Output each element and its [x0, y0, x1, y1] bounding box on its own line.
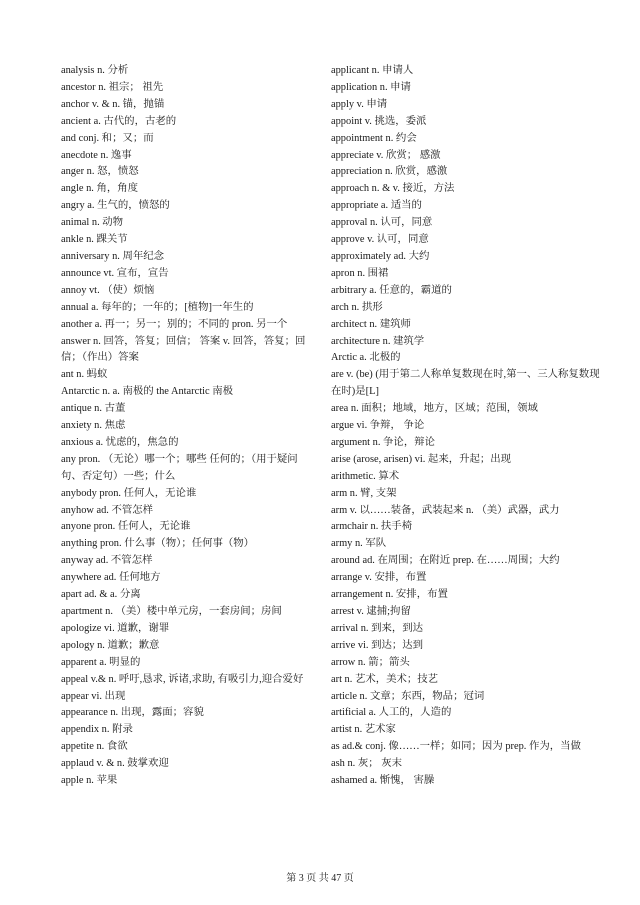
word-entry: apartment n. （美）楼中单元房，一套房间；房间: [61, 606, 282, 617]
word-entry: appropriate a. 适当的: [331, 200, 422, 212]
word-entry: arrangement n. 安排，布置: [331, 589, 448, 601]
word-entry: appeal v.& n. 呼吁,恳求, 诉诸,求助, 有吸引力,迎合爱好: [61, 673, 304, 685]
word-entry: apron n. 围裙: [331, 267, 389, 279]
word-entry: arm n. 臂, 支架: [331, 487, 397, 499]
word-entry: army n. 军队: [331, 538, 387, 550]
word-entry: anger n. 怒，愤怒: [61, 166, 139, 178]
word-entry: anyway ad. 不管怎样: [61, 555, 153, 567]
word-entry: approximately ad. 大约: [331, 250, 430, 262]
word-entry: appreciate v. 欣赏； 感激: [331, 149, 441, 161]
word-entry: another a. 再一；另一；别的；不同的 pron. 另一个: [61, 318, 288, 330]
word-entry: Antarctic n. a. 南极的 the Antarctic 南极: [61, 386, 233, 398]
word-entry: architect n. 建筑师: [331, 318, 411, 330]
word-entry: arithmetic. 算术: [331, 470, 400, 482]
word-entry: arise (arose, arisen) vi. 起来，升起；出现: [331, 453, 512, 465]
word-entry: apply v. 申请: [331, 98, 388, 110]
word-entry: any pron. （无论）哪一个；哪些 任何的；（用于疑问句、否定句）一些；什么: [61, 453, 298, 482]
word-entry: answer n. 回答，答复；回信； 答案 v. 回答，答复；回信；（作出）答案: [61, 335, 306, 364]
word-entry: anything pron. 什么事（物）；任何事（物）: [61, 538, 255, 550]
word-entry: appoint v. 挑选，委派: [331, 115, 427, 127]
word-entry: apple n. 苹果: [61, 775, 118, 787]
word-entry: Arctic a. 北极的: [331, 352, 401, 364]
word-entry: area n. 面积；地域，地方，区域；范围，领域: [331, 403, 538, 415]
word-entry: art n. 艺术，美术；技艺: [331, 673, 439, 685]
word-entry: approve v. 认可，同意: [331, 234, 429, 246]
word-entry: anniversary n. 周年纪念: [61, 250, 165, 262]
word-entry: argue vi. 争辩， 争论: [331, 420, 425, 432]
word-entry: arrest v. 逮捕;拘留: [331, 606, 411, 617]
word-entry: ashamed a. 惭愧， 害臊: [331, 775, 435, 787]
word-entry: artificial a. 人工的，人造的: [331, 707, 452, 719]
word-entry: ant n. 蚂蚁: [61, 369, 108, 381]
word-entry: anyone pron. 任何人，无论谁: [61, 521, 191, 533]
word-entry: antique n. 古董: [61, 403, 126, 415]
word-entry: appetite n. 食欲: [61, 741, 128, 753]
word-entry: appendix n. 附录: [61, 724, 133, 736]
word-entry: anybody pron. 任何人，无论谁: [61, 487, 197, 499]
word-entry: appointment n. 约会: [331, 132, 417, 144]
word-entry: apart ad. & a. 分离: [61, 589, 141, 601]
word-entry: annual a. 每年的；一年的；[植物]一年生的: [61, 301, 254, 313]
word-entry: arrival n. 到来，到达: [331, 622, 424, 634]
word-entry: architecture n. 建筑学: [331, 335, 425, 347]
word-entry: anyhow ad. 不管怎样: [61, 504, 154, 516]
word-entry: ash n. 灰； 灰末: [331, 758, 402, 770]
word-entry: arrive vi. 到达；达到: [331, 639, 424, 651]
word-entry: ancestor n. 祖宗； 祖先: [61, 81, 164, 93]
word-entry: appear vi. 出现: [61, 690, 126, 702]
word-entry: ancient a. 古代的，古老的: [61, 115, 177, 127]
word-entry: artist n. 艺术家: [331, 724, 396, 736]
word-entry: anecdote n. 逸事: [61, 149, 132, 161]
word-entry: arm v. 以……装备，武装起来 n. （美）武器，武力: [331, 504, 560, 516]
word-entry: annoy vt. （使）烦恼: [61, 284, 155, 296]
word-entry: apologize vi. 道歉，谢罪: [61, 622, 170, 634]
word-entry: arch n. 拱形: [331, 301, 383, 313]
word-entry: arrange v. 安排，布置: [331, 572, 427, 584]
word-entry: approach n. & v. 接近，方法: [331, 183, 455, 195]
word-entry: arbitrary a. 任意的，霸道的: [331, 284, 452, 296]
word-entry: apology n. 道歉；歉意: [61, 639, 160, 651]
page-footer: 第 3 页 共 47 页: [286, 873, 354, 884]
word-entry: angry a. 生气的，愤怒的: [61, 200, 170, 212]
word-entry: anywhere ad. 任何地方: [61, 572, 161, 584]
word-entry: argument n. 争论，辩论: [331, 436, 435, 448]
word-entry: appearance n. 出现，露面；容貌: [61, 707, 204, 719]
word-entry: around ad. 在周围；在附近 prep. 在……周围；大约: [331, 555, 560, 567]
word-entry: angle n. 角，角度: [61, 183, 139, 195]
word-entry: anchor v. & n. 锚，抛锚: [61, 98, 165, 110]
word-entry: appreciation n. 欣赏，感激: [331, 166, 448, 178]
word-entry: applicant n. 申请人: [331, 65, 414, 76]
word-entry: as ad.& conj. 像……一样；如同；因为 prep. 作为，当做: [331, 741, 581, 753]
word-entry: analysis n. 分析: [61, 65, 129, 76]
word-entry: armchair n. 扶手椅: [331, 521, 413, 533]
word-entry: applaud v. & n. 鼓掌欢迎: [61, 758, 169, 770]
word-entry: anxiety n. 焦虑: [61, 420, 126, 432]
word-entry: article n. 文章；东西，物品；冠词: [331, 690, 485, 702]
word-entry: apparent a. 明显的: [61, 656, 141, 668]
word-entry: and conj. 和；又；而: [61, 132, 154, 144]
left-column: [61, 63, 315, 790]
word-entry: arrow n. 箭；箭头: [331, 656, 410, 668]
right-column: [331, 63, 601, 790]
word-entry: application n. 申请: [331, 81, 411, 93]
word-entry: are v. (be) (用于第二人称单复数现在时,第一、三人称复数现在时)是[L]: [331, 369, 600, 398]
word-entry: approval n. 认可，同意: [331, 217, 433, 229]
word-entry: anxious a. 忧虑的，焦急的: [61, 436, 179, 448]
word-entry: ankle n. 踝关节: [61, 234, 128, 246]
word-entry: announce vt. 宣布，宣告: [61, 267, 169, 279]
word-entry: animal n. 动物: [61, 217, 124, 229]
